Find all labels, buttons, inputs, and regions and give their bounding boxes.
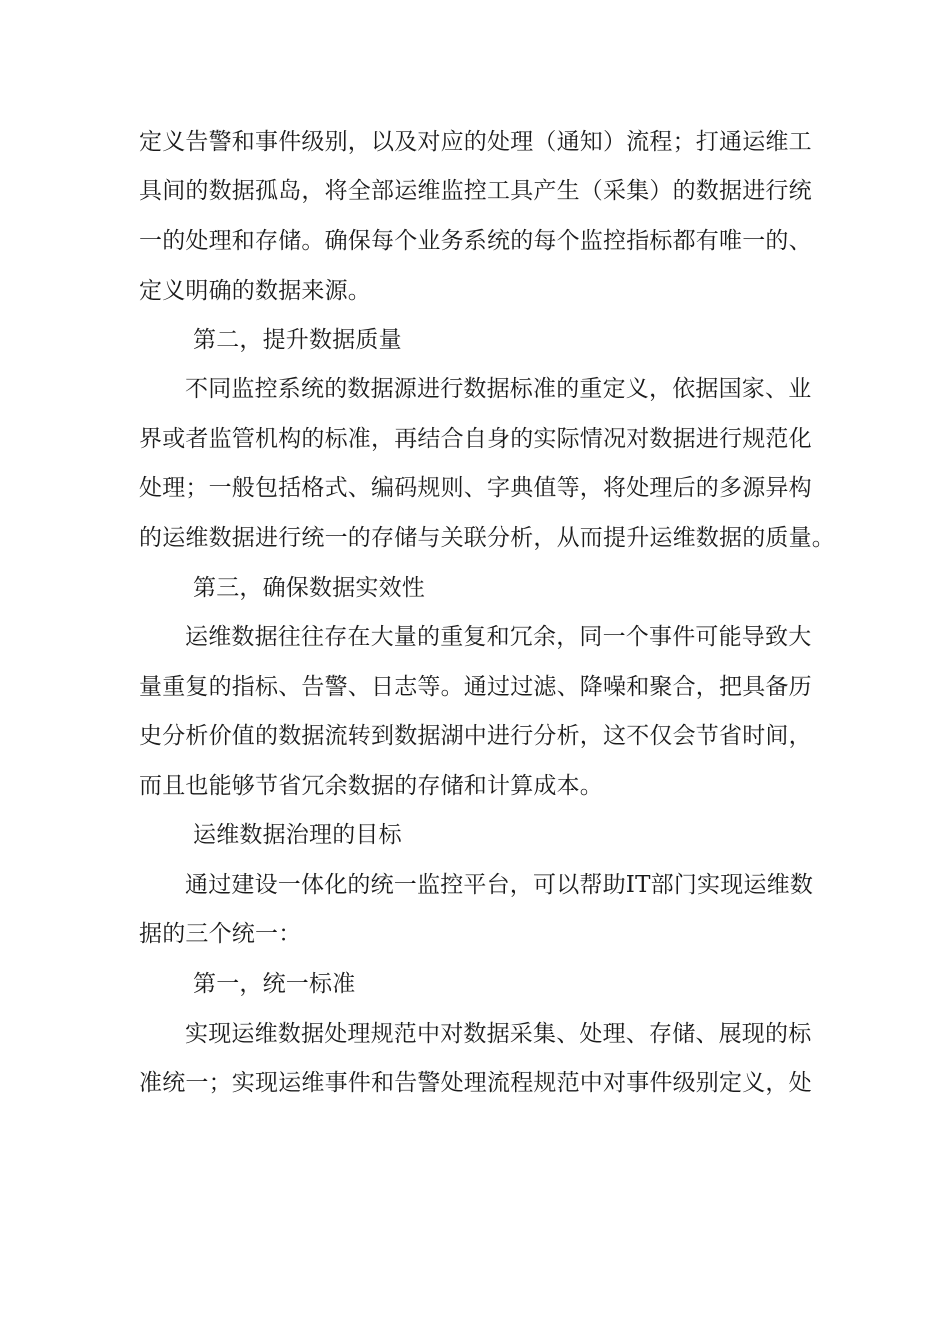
section-heading: 第一，统一标准	[193, 971, 356, 997]
section-heading: 第二，提升数据质量	[193, 327, 402, 353]
paragraph-line: 定义明确的数据来源。	[139, 278, 371, 304]
section-heading: 第三，确保数据实效性	[193, 575, 425, 601]
paragraph-line: 不同监控系统的数据源进行数据标准的重定义，依据国家、业	[185, 376, 812, 402]
paragraph-line: 通过建设一体化的统一监控平台，可以帮助IT部门实现运维数	[185, 872, 814, 898]
paragraph-line: 准统一；实现运维事件和告警处理流程规范中对事件级别定义，处	[139, 1070, 812, 1096]
paragraph-line: 实现运维数据处理规范中对数据采集、处理、存储、展现的标	[185, 1021, 812, 1047]
paragraph-line: 史分析价值的数据流转到数据湖中进行分析，这不仅会节省时间，	[139, 723, 812, 749]
paragraph-line: 而且也能够节省冗余数据的存储和计算成本。	[139, 773, 603, 799]
paragraph-line: 据的三个统一：	[139, 921, 302, 947]
paragraph-line: 定义告警和事件级别，以及对应的处理（通知）流程；打通运维工	[139, 129, 812, 155]
section-heading: 运维数据治理的目标	[193, 822, 402, 848]
paragraph-line: 一的处理和存储。确保每个业务系统的每个监控指标都有唯一的、	[139, 228, 812, 254]
paragraph-line: 量重复的指标、告警、日志等。通过过滤、降噪和聚合，把具备历	[139, 674, 812, 700]
paragraph-line: 的运维数据进行统一的存储与关联分析，从而提升运维数据的质量。	[139, 525, 835, 551]
paragraph-line: 具间的数据孤岛，将全部运维监控工具产生（采集）的数据进行统	[139, 178, 812, 204]
paragraph-line: 运维数据往往存在大量的重复和冗余，同一个事件可能导致大	[185, 624, 812, 650]
paragraph-line: 处理；一般包括格式、编码规则、字典值等，将处理后的多源异构	[139, 475, 812, 501]
paragraph-line: 界或者监管机构的标准，再结合自身的实际情况对数据进行规范化	[139, 426, 812, 452]
